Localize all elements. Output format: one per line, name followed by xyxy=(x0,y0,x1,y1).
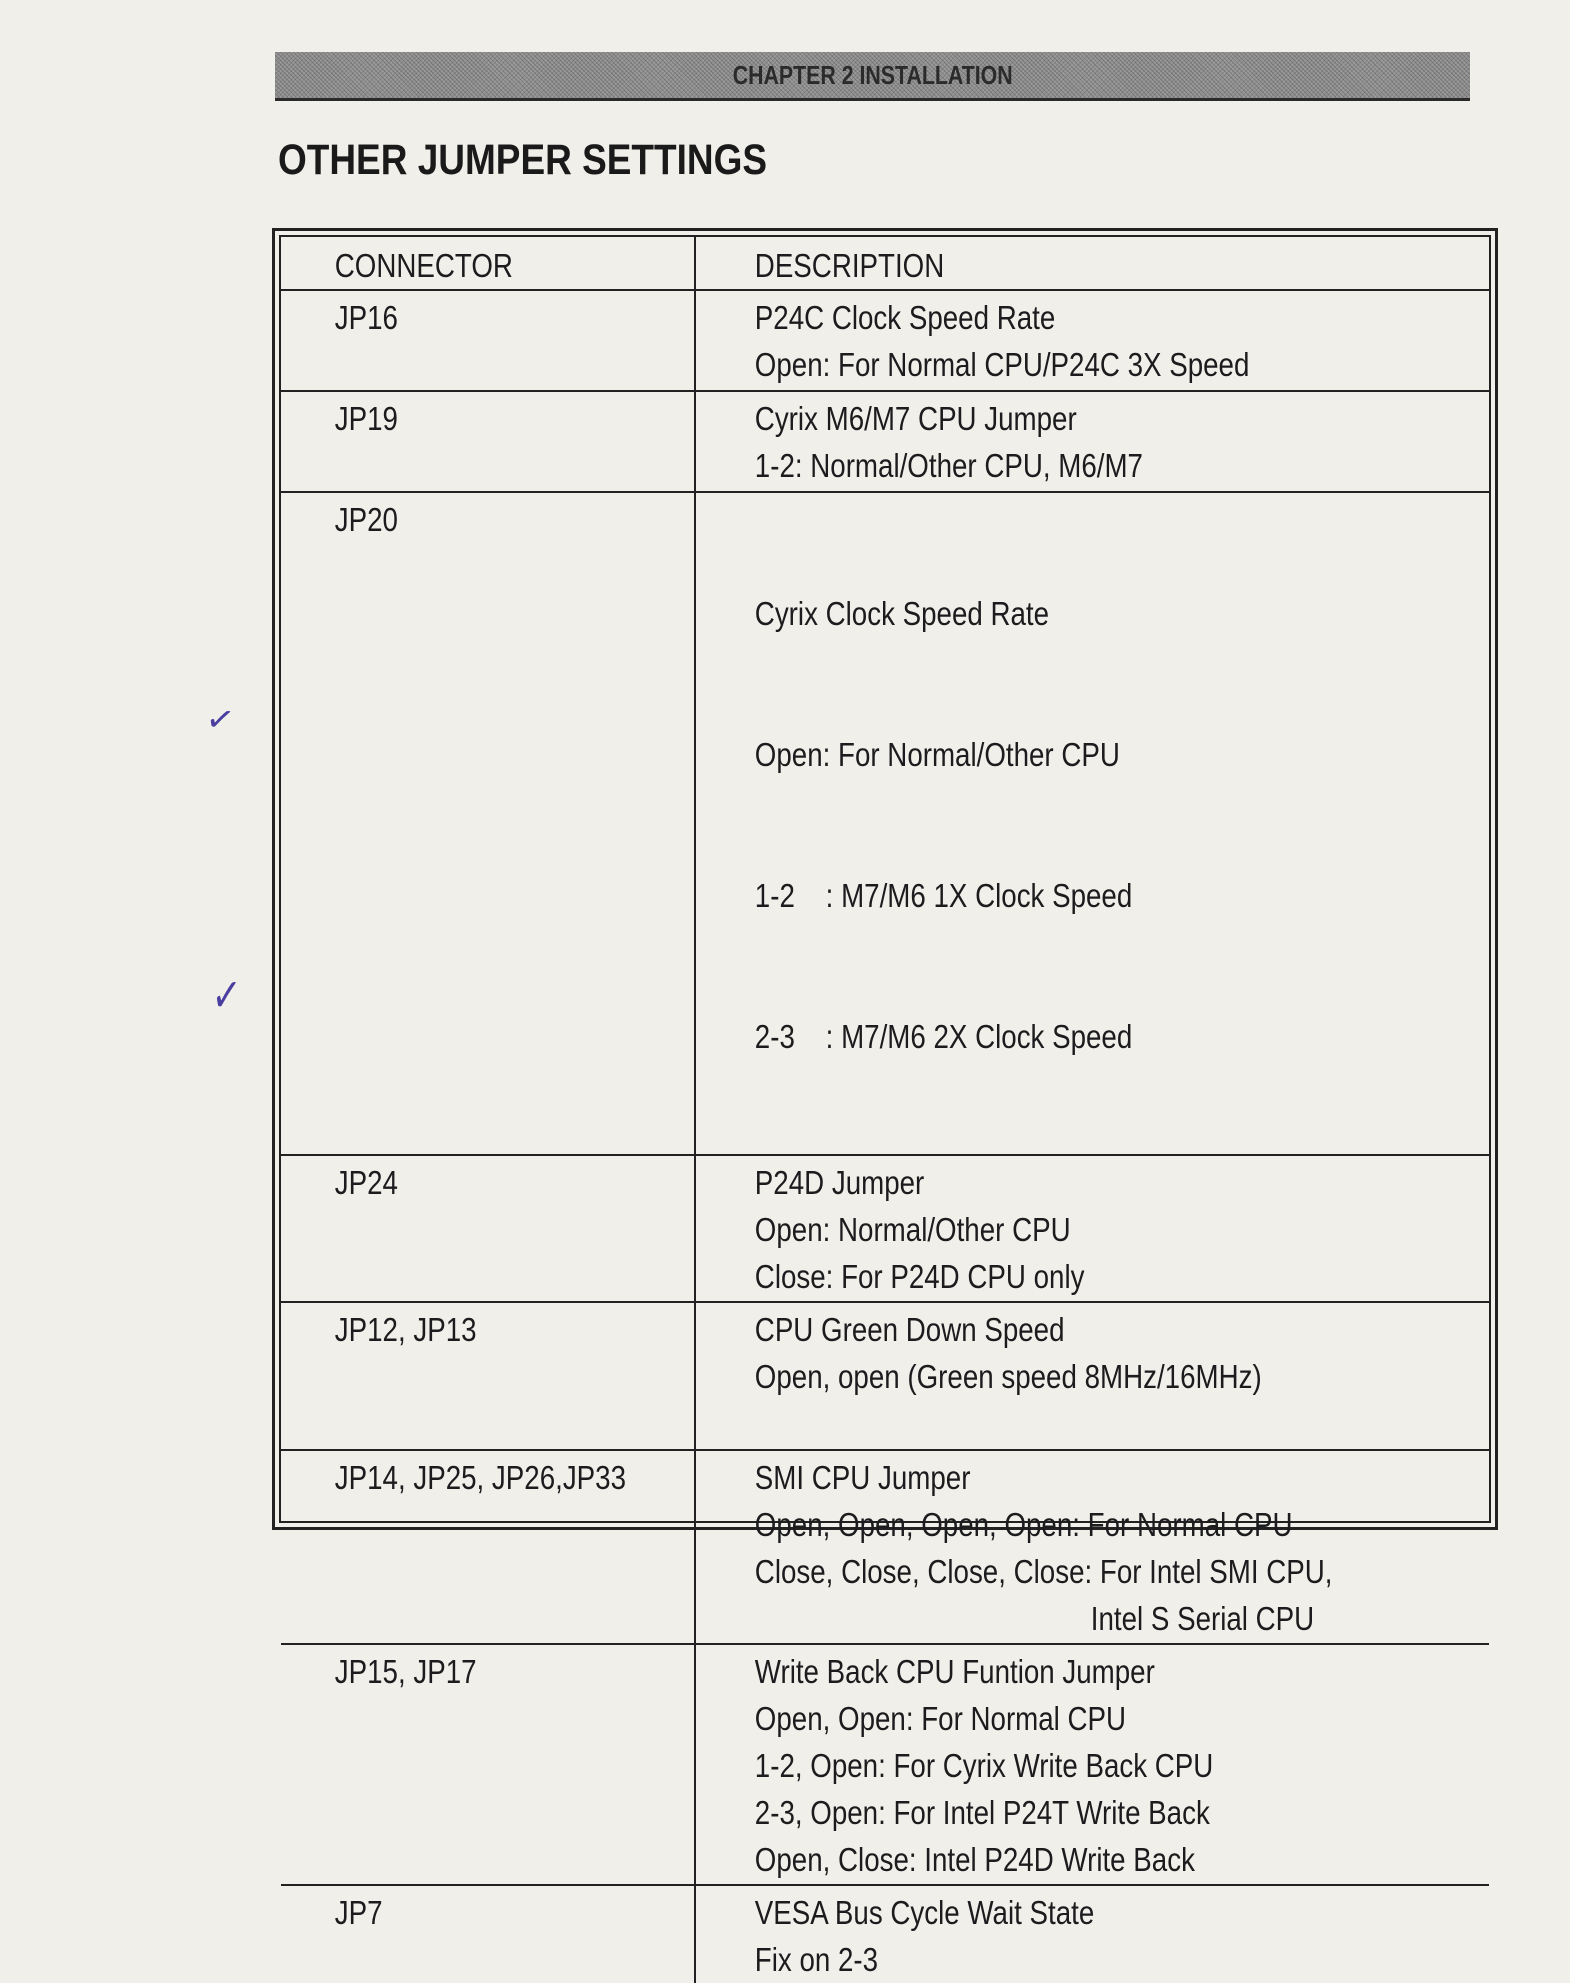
connector-cell: JP24 xyxy=(281,1155,695,1302)
connector-cell: JP7 xyxy=(281,1885,695,1983)
table-row xyxy=(281,1885,1489,1983)
description-line: Open, Close: Intel P24D Write Back xyxy=(754,1841,1195,1878)
description-line: P24C Clock Speed Rate xyxy=(754,299,1056,336)
description-line: 2-3 : M7/M6 2X Clock Speed xyxy=(754,1018,1133,1055)
description-line: Intel S Serial CPU xyxy=(1090,1600,1315,1637)
check-mark-icon: ✓ xyxy=(210,967,243,1025)
connector-cell: JP12, JP13 xyxy=(281,1302,695,1450)
description-line: Open: For Normal/Other CPU xyxy=(754,736,1120,773)
section-title: OTHER JUMPER SETTINGS xyxy=(278,136,768,184)
description-cell xyxy=(695,1302,1489,1450)
description-cell xyxy=(695,290,1489,391)
description-line: 1-2: Normal/Other CPU, M6/M7 xyxy=(754,447,1143,484)
description-cell xyxy=(695,391,1489,492)
description-line: CPU Green Down Speed xyxy=(754,1311,1065,1348)
table-row xyxy=(281,492,1489,1155)
connector-cell: JP15, JP17 xyxy=(281,1644,695,1885)
check-mark-icon: ✓ xyxy=(202,697,238,743)
description-line: 1-2, Open: For Cyrix Write Back CPU xyxy=(754,1747,1214,1784)
description-line: Open, Open: For Normal CPU xyxy=(754,1700,1127,1737)
table-header-row xyxy=(281,237,1489,290)
column-header-description: DESCRIPTION xyxy=(695,237,1489,290)
connector-cell: JP14, JP25, JP26,JP33 xyxy=(281,1450,695,1644)
description-cell xyxy=(695,1885,1489,1983)
connector-cell: JP20 xyxy=(281,492,695,1155)
description-line: VESA Bus Cycle Wait State xyxy=(754,1894,1095,1931)
description-line: Close: For P24D CPU only xyxy=(754,1258,1085,1295)
description-cell xyxy=(695,1155,1489,1302)
description-line: 1-2 : M7/M6 1X Clock Speed xyxy=(754,877,1133,914)
jumper-table-frame xyxy=(272,228,1498,1978)
description-line: Open: Normal/Other CPU xyxy=(754,1211,1071,1248)
chapter-header-text: CHAPTER 2 INSTALLATION xyxy=(732,59,1013,90)
connector-cell: JP19 xyxy=(281,391,695,492)
description-line: SMI CPU Jumper xyxy=(754,1459,971,1496)
description-cell xyxy=(695,1450,1489,1644)
connector-cell: JP16 xyxy=(281,290,695,391)
description-line: Fix on 2-3 xyxy=(754,1941,879,1978)
description-line: Open, open (Green speed 8MHz/16MHz) xyxy=(754,1358,1262,1395)
description-line: Cyrix M6/M7 CPU Jumper xyxy=(754,400,1077,437)
table-row xyxy=(281,1302,1489,1450)
description-cell xyxy=(695,492,1489,1155)
description-line: 2-3, Open: For Intel P24T Write Back xyxy=(754,1794,1210,1831)
table-row xyxy=(281,1644,1489,1885)
table-row xyxy=(281,1450,1489,1644)
table-row xyxy=(281,290,1489,391)
description-line: Cyrix Clock Speed Rate xyxy=(754,595,1050,632)
description-line: P24D Jumper xyxy=(754,1164,925,1201)
description-cell xyxy=(695,1644,1489,1885)
description-line: Write Back CPU Funtion Jumper xyxy=(754,1653,1155,1690)
table-row xyxy=(281,391,1489,492)
column-header-connector: CONNECTOR xyxy=(281,237,695,290)
description-line: Open, Open, Open, Open: For Normal CPU xyxy=(754,1506,1293,1543)
chapter-header-bar xyxy=(275,52,1470,101)
description-line: Open: For Normal CPU/P24C 3X Speed xyxy=(754,346,1250,383)
description-line: Close, Close, Close, Close: For Intel SMI CPU, xyxy=(754,1553,1333,1590)
jumper-settings-table xyxy=(281,237,1489,1983)
table-row xyxy=(281,1155,1489,1302)
